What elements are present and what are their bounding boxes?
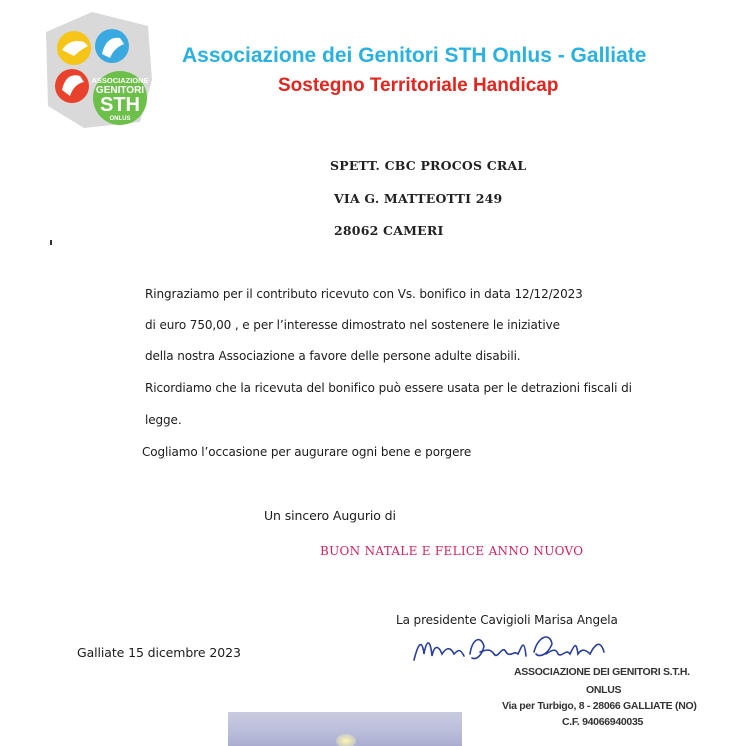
association-stamp — [480, 660, 720, 730]
stamp-line-1: ASSOCIAZIONE DEI GENITORI S.T.H. — [514, 666, 690, 678]
stamp-line-4: C.F. 94066940035 — [562, 716, 644, 728]
letter-date: Galliate 15 dicembre 2023 — [77, 645, 241, 660]
logo-text-1: ASSOCIAZIONE — [91, 76, 149, 85]
holiday-wishes: BUON NATALE E FELICE ANNO NUOVO — [320, 544, 584, 558]
logo-text-4: ONLUS — [109, 116, 131, 122]
body-line-5: legge. — [145, 413, 182, 427]
recipient-name: SPETT. CBC PROCOS CRAL — [330, 158, 527, 173]
greeting: Un sincero Augurio di — [264, 508, 396, 523]
scan-speck — [50, 240, 52, 245]
logo-text-3: STH — [100, 94, 140, 116]
association-title: Associazione dei Genitori STH Onlus - Galliate — [182, 44, 647, 67]
president-name: La presidente Cavigioli Marisa Angela — [396, 613, 618, 627]
recipient-city: 28062 CAMERI — [334, 223, 444, 238]
body-line-1: Ringraziamo per il contributo ricevuto con Vs. bonifico in data 12/12/2023 — [145, 287, 583, 301]
association-subtitle: Sostegno Territoriale Handicap — [278, 75, 559, 96]
body-line-2: di euro 750,00 , e per l’interesse dimostrato nel sostenere le iniziative — [145, 318, 560, 332]
stamp-line-2: ONLUS — [586, 684, 622, 696]
light-glow — [336, 734, 356, 746]
stamp-line-3: Via per Turbigo, 8 - 28066 GALLIATE (NO) — [502, 700, 697, 712]
association-logo — [40, 10, 160, 130]
body-line-6: Cogliamo l’occasione per augurare ogni bene e porgere — [142, 445, 472, 459]
bottom-image — [228, 712, 462, 746]
body-line-4: Ricordiamo che la ricevuta del bonifico può essere usata per le detrazioni fiscali di — [145, 381, 632, 395]
logo-text-2: GENITORI — [95, 85, 145, 96]
body-line-3: della nostra Associazione a favore delle persone adulte disabili. — [145, 349, 521, 363]
recipient-street: VIA G. MATTEOTTI 249 — [334, 191, 503, 206]
